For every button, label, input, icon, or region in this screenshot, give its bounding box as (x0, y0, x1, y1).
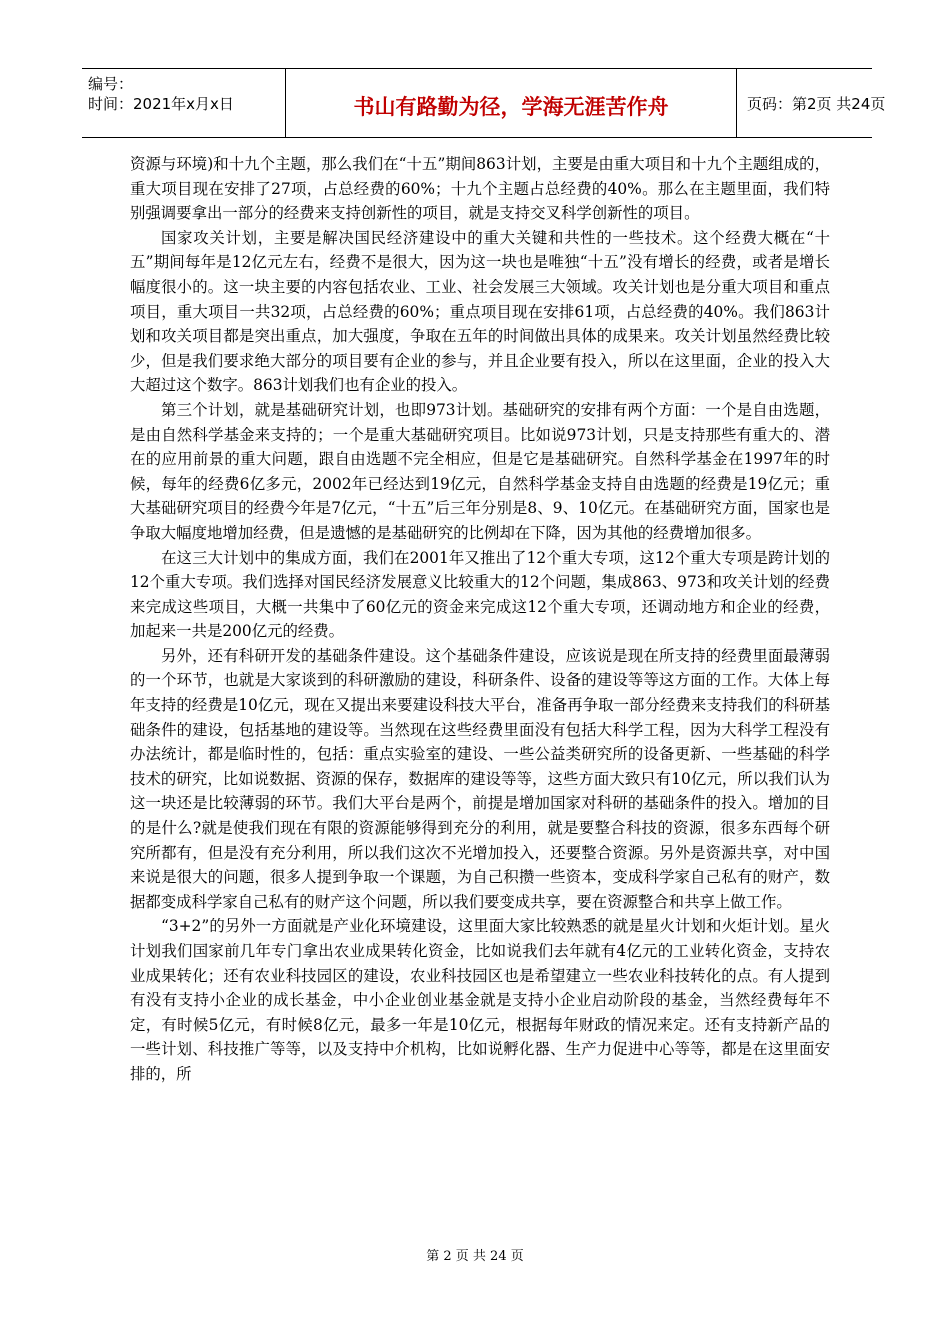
header-left-cell (82, 69, 286, 137)
header-motto-cell (286, 69, 737, 137)
paragraph-6: “3+2”的另外一方面就是产业化环境建设，这里面大家比较熟悉的就是星火计划和火炬计划。星火计划我们国家前几年专门拿出农业成果转化资金，比如说我们去年就有4亿元的工业转化资金，支持农业成果转化；还有农业科技园区的建设，农业科技园区也是希望建立一些农业科技转化的点。有人提到有没有支持小企业的成长基金，中小企业创业基金就是支持小企业启动阶段的基金，当然经费每年不定，有时候5亿元，有时候8亿元，最多一年是10亿元，根据每年财政的情况来定。还有支持新产品的一些计划、科技推广等等，以及支持中介机构，比如说孵化器、生产力促进中心等等，都是在这里面安排的，所 (130, 917, 830, 1083)
paragraph-2: 国家攻关计划，主要是解决国民经济建设中的重大关键和共性的一些技术。这个经费大概在“十五”期间每年是12亿元左右，经费不是很大，因为这一块也是唯独“十五”没有增长的经费，或者是增长幅度很小的。这一块主要的内容包括农业、工业、社会发展三大领域。攻关计划也是分重大项目和重点项目，重大项目一共32项，占总经费的60%；重点项目现在安排61项，占总经费的40%。我们863计划和攻关项目都是突出重点，加大强度，争取在五年的时间做出具体的成果来。攻关计划虽然经费比较少，但是我们要求绝大部分的项目要有企业的参与，并且企业要有投入，所以在这里面，企业的投入大大超过这个数字。863计划我们也有企业的投入。 (130, 228, 830, 395)
body-text (130, 152, 830, 1087)
motto: 书山有路勤为径，学海无涯苦作舟 (353, 95, 669, 119)
page-info: 页码：第2页 共24页 (747, 95, 886, 113)
paragraph-3: 第三个计划，就是基础研究计划，也即973计划。基础研究的安排有两个方面：一个是自由选题，是由自然科学基金来支持的；一个是重大基础研究项目。比如说973计划，只是支持那些有重大的、潜在的应用前景的重大问题，跟自由选题不完全相应，但是它是基础研究。自然科学基金在1997年的时候，每年的经费6亿多元，2002年已经达到19亿元，自然科学基金支持自由选题的经费是19亿元；重大基础研究项目的经费今年是7亿元，“十五”后三年分别是8、9、10亿元。在基础研究方面，国家也是争取大幅度地增加经费，但是遗憾的是基础研究的比例却在下降，因为其他的经费增加很多。 (130, 400, 830, 542)
page-header (82, 68, 886, 138)
paragraph-4: 在这三大计划中的集成方面，我们在2001年又推出了12个重大专项，这12个重大专项是跨计划的12个重大专项。我们选择对国民经济发展意义比较重大的12个问题，集成863、973和攻关计划的经费来完成这些项目，大概一共集中了60亿元的资金来完成这12个重大专项，还调动地方和企业的经费，加起来一共是200亿元的经费。 (130, 548, 830, 641)
paragraph-1: 资源与环境)和十九个主题，那么我们在“十五”期间863计划，主要是由重大项目和十九个主题组成的，重大项目现在安排了27项，占总经费的60%；十九个主题占总经费的40%。那么在主题里面，我们特别强调要拿出一部分的经费来支持创新性的项目，就是支持交叉科学创新性的项目。 (130, 155, 830, 223)
page-footer: 第 2 页 共 24 页 (426, 1249, 524, 1264)
date-label: 时间：2021年x月x日 (88, 95, 234, 113)
document-number-label: 编号： (88, 75, 134, 93)
header-page-cell (737, 69, 886, 137)
paragraph-5: 另外，还有科研开发的基础条件建设。这个基础条件建设，应该说是现在所支持的经费里面最薄弱的一个环节，也就是大家谈到的科研激励的建设，科研条件、设备的建设等等这方面的工作。大体上每年支持的经费是10亿元，现在又提出来要建设科技大平台，准备再争取一部分经费来支持我们的科研基础条件的建设，包括基地的建设等。当然现在这些经费里面没有包括大科学工程，因为大科学工程没有办法统计，都是临时性的，包括：重点实验室的建设、一些公益类研究所的设备更新、一些基础的科学技术的研究，比如说数据、资源的保存，数据库的建设等等，这些方面大致只有10亿元，所以我们认为这一块还是比较薄弱的环节。我们大平台是两个，前提是增加国家对科研的基础条件的投入。增加的目的是什么?就是使我们现在有限的资源能够得到充分的利用，就是要整合科技的资源，很多东西每个研究所都有，但是没有充分利用，所以我们这次不光增加投入，还要整合资源。另外是资源共享，对中国来说是很大的问题，很多人提到争取一个课题，为自己积攒一些资本，变成科学家自己私有的财产，数据都变成科学家自己私有的财产这个问题，所以我们要变成共享，要在资源整合和共享上做工作。 (130, 646, 830, 911)
